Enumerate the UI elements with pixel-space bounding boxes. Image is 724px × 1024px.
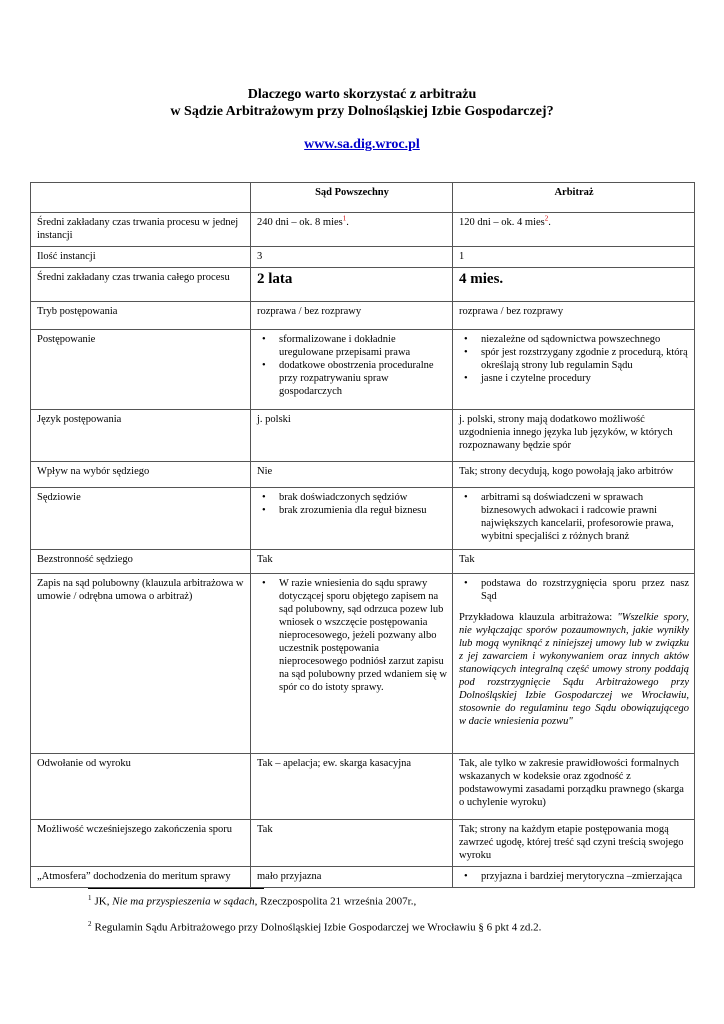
row-label: Średni zakładany czas trwania procesu w jednej instancji	[31, 213, 251, 247]
footnote-2: $^2$ Regulamin Sądu Arbitrażowego przy Dolnośląskiej Izbie Gospodarczej we Wrocławiu § 6 pkt 4 zd.2.	[88, 920, 542, 934]
table-row	[31, 488, 695, 550]
list-item: • niezależne od sądownictwa powszechnego	[481, 333, 689, 346]
table-row	[31, 268, 695, 302]
list-item: • sformalizowane i dokładnie uregulowane przepisami prawa	[279, 333, 447, 359]
table-row	[31, 462, 695, 488]
list-item: • spór jest rozstrzygany zgodnie z procedurą, którą określają strony lub regulamin Sądu	[481, 346, 689, 372]
row-label: Możliwość wcześniejszego zakończenia sporu	[31, 820, 251, 867]
court-cell: 240 dni – ok. 8 mies$^1$.	[251, 213, 453, 247]
arbitration-cell	[453, 867, 695, 888]
court-cell: mało przyjazna	[251, 867, 453, 888]
list-item: • podstawa do rozstrzygnięcia sporu przez nasz Sąd	[481, 577, 689, 603]
row-label: „Atmosfera” dochodzenia do meritum sprawy	[31, 867, 251, 888]
footnote-ref-1[interactable]: 1	[342, 214, 347, 223]
table-row	[31, 330, 695, 410]
table-row	[31, 550, 695, 574]
court-cell: rozprawa / bez rozprawy	[251, 302, 453, 330]
table-header-row	[31, 183, 695, 213]
table-row	[31, 213, 695, 247]
table-row	[31, 574, 695, 754]
row-label: Bezstronność sędziego	[31, 550, 251, 574]
arbitration-cell: 1	[453, 247, 695, 268]
list-item: • arbitrami są doświadczeni w sprawach biznesowych adwokaci i radcowie prawni największych kancelarii, profesorowie prawa, wybitni specjaliści z różnych branż	[481, 491, 689, 543]
table-row	[31, 820, 695, 867]
header-court: Sąd Powszechny	[251, 183, 453, 213]
court-cell: Tak	[251, 820, 453, 867]
row-label: Odwołanie od wyroku	[31, 754, 251, 820]
row-label: Sędziowie	[31, 488, 251, 550]
court-cell	[251, 330, 453, 410]
row-label: Zapis na sąd polubowny (klauzula arbitrażowa w umowie / odrębna umowa o arbitraż)	[31, 574, 251, 754]
row-label: Tryb postępowania	[31, 302, 251, 330]
list-item: • dodatkowe obostrzenia proceduralne przy rozpatrywaniu spraw gospodarczych	[279, 359, 447, 398]
footnote-1: $^1$ JK, Nie ma przyspieszenia w sądach, Rzeczpospolita 21 września 2007r.,	[88, 894, 417, 908]
arbitration-cell: rozprawa / bez rozprawy	[453, 302, 695, 330]
table-row	[31, 754, 695, 820]
arbitration-clause: Przykładowa klauzula arbitrażowa: "Wszelkie spory, nie wyłączając sporów pozaumownych, jakie wynikły lub mogą wyniknąć z niniejszej umowy lub w związku z jej zawarciem i wykonywaniem oraz innych aktów stanowiących integralną część umowy strony poddają pod rozstrzygnięcie Sądu Arbitrażowego przy Dolnośląskiej Izbie Gospodarczej we Wrocławiu, stosownie do regulaminu tego Sądu obowiązującego w dacie wniesienia pozwu"	[459, 612, 689, 727]
arbitration-cell: 120 dni – ok. 4 mies$^2$.	[453, 213, 695, 247]
arbitration-cell	[453, 574, 695, 754]
row-label: Język postępowania	[31, 410, 251, 462]
list-item: • przyjazna i bardziej merytoryczna –zmierzająca	[481, 870, 689, 883]
court-cell	[251, 268, 453, 302]
court-cell	[251, 488, 453, 550]
court-cell: j. polski	[251, 410, 453, 462]
document-title-line-1: Dlaczego warto skorzystać z arbitrażu	[247, 87, 477, 102]
arbitration-cell: Tak, ale tylko w zakresie prawidłowości formalnych wskazanych w kodeksie oraz zgodność z podstawowymi zasadami porządku prawnego (skarga o uchylenie wyroku)	[453, 754, 695, 820]
row-label: Wpływ na wybór sędziego	[31, 462, 251, 488]
list-item: • brak zrozumienia dla reguł biznesu	[279, 504, 447, 517]
arbitration-cell: Tak; strony na każdym etapie postępowania mogą zawrzeć ugodę, której treść sąd czyni treścią swojego wyroku	[453, 820, 695, 867]
row-label: Postępowanie	[31, 330, 251, 410]
court-cell	[251, 574, 453, 754]
row-label: Średni zakładany czas trwania całego procesu	[31, 268, 251, 302]
header-empty	[31, 183, 251, 213]
arbitration-cell: Tak	[453, 550, 695, 574]
list-item: • brak doświadczonych sędziów	[279, 491, 447, 504]
table-row	[31, 247, 695, 268]
row-label: Ilość instancji	[31, 247, 251, 268]
arbitration-duration: 4 mies.	[459, 271, 504, 287]
arbitration-cell	[453, 268, 695, 302]
table-row	[31, 867, 695, 888]
footnote-separator	[88, 888, 264, 889]
arbitration-cell	[453, 488, 695, 550]
court-cell: 3	[251, 247, 453, 268]
court-duration: 2 lata	[257, 271, 293, 287]
list-item: • W razie wniesienia do sądu sprawy dotyczącej sporu objętego zapisem na sąd polubowny, sąd odrzuca pozew lub wniosek o wszczęcie postępowania nieprocesowego, jeżeli pozwany albo uczestnik postępowania nieprocesowego podniósł zarzut zapisu na sąd polubowny przed wdaniem się w spór co do istoty sprawy.	[279, 577, 447, 694]
list-item: • jasne i czytelne procedury	[481, 372, 689, 385]
arbitration-cell	[453, 330, 695, 410]
table-row	[31, 302, 695, 330]
court-cell: Tak	[251, 550, 453, 574]
document-title-line-2: w Sądzie Arbitrażowym przy Dolnośląskiej Izbie Gospodarczej?	[170, 104, 554, 119]
header-arbitration: Arbitraż	[453, 183, 695, 213]
court-cell: Tak – apelacja; ew. skarga kasacyjna	[251, 754, 453, 820]
comparison-table	[30, 182, 695, 888]
website-link[interactable]: www.sa.dig.wroc.pl	[304, 137, 420, 152]
arbitration-cell: j. polski, strony mają dodatkowo możliwość uzgodnienia innego języka lub języków, w których rozpoznawany będzie spór	[453, 410, 695, 462]
table-row	[31, 410, 695, 462]
footnote-ref-2[interactable]: 2	[544, 214, 549, 223]
arbitration-cell: Tak; strony decydują, kogo powołają jako arbitrów	[453, 462, 695, 488]
court-cell: Nie	[251, 462, 453, 488]
